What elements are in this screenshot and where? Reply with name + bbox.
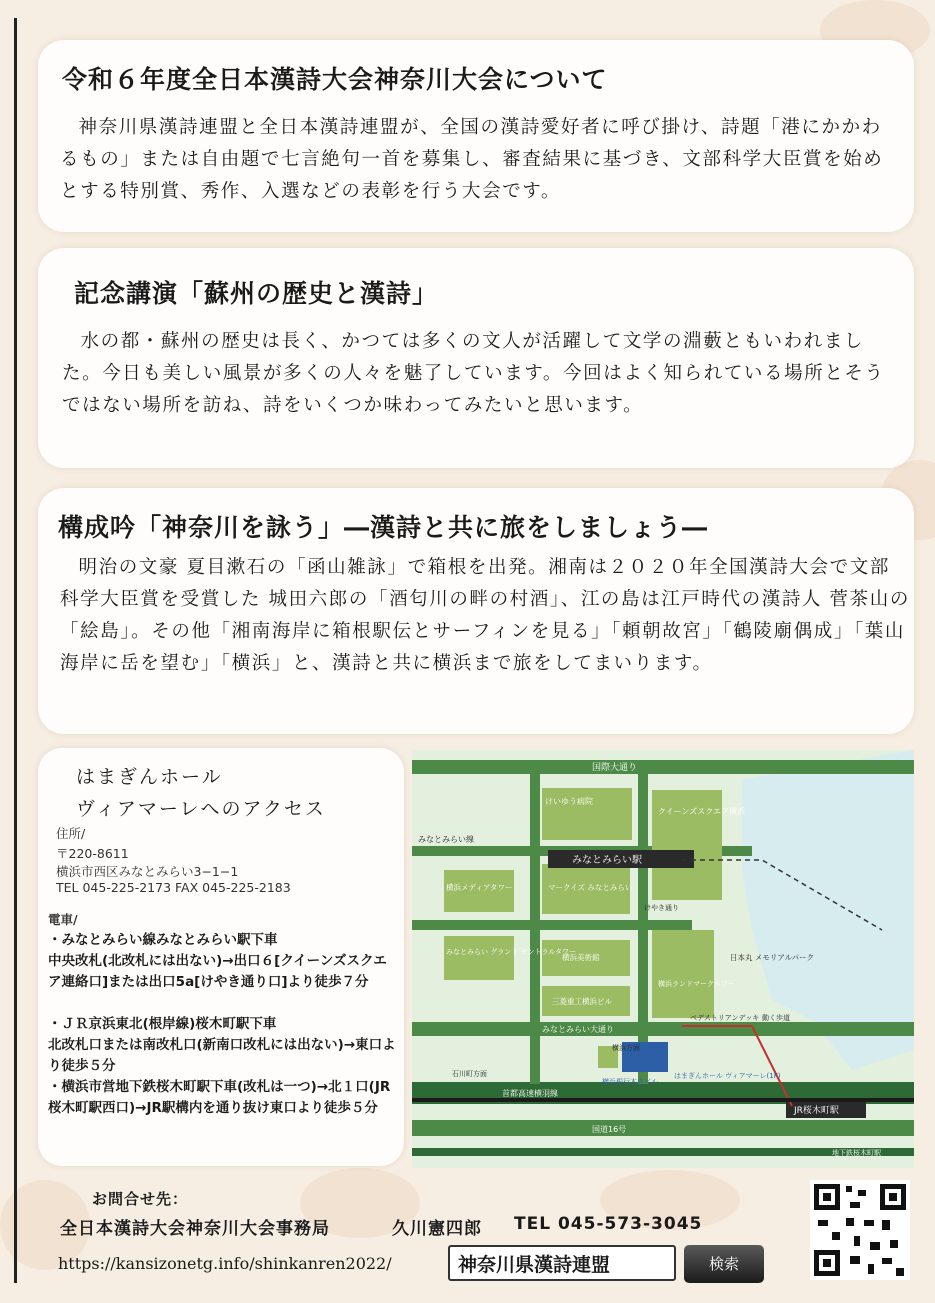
contact-label: お問合せ先： bbox=[92, 1190, 189, 1208]
map-label-nipponmaru: 日本丸 メモリアルパーク bbox=[730, 953, 815, 962]
train-line-2: 中央改札(北改札には出ない)→出口６[クイーンズスクエア連絡口]または出口5a[けやき通り口]より徒歩７分 bbox=[48, 953, 387, 990]
train-line-4: 北改札口または南改札口(新南口改札には出ない)→東口より徒歩５分 bbox=[48, 1037, 396, 1074]
section-lecture-card bbox=[38, 248, 914, 468]
map-label-mark-is: マークイズ みなとみらい bbox=[548, 883, 633, 892]
map-label-moving-walk: 動く歩道 bbox=[762, 1014, 790, 1022]
map-label-mm-avenue: みなとみらい大通り bbox=[542, 1025, 614, 1034]
section-about-title: 令和６年度全日本漢詩大会神奈川大会について bbox=[62, 65, 608, 94]
map-label-queens: クイーンズスクエア横浜 bbox=[658, 807, 746, 816]
map-label-keyaki: けやき通り bbox=[644, 904, 679, 912]
map-label-mm-station: みなとみらい駅 bbox=[572, 855, 642, 866]
road-route16 bbox=[412, 1120, 914, 1136]
section-recital-title: 構成吟「神奈川を詠う」―漢詩と共に旅をしましょう― bbox=[58, 513, 709, 542]
building-hospital bbox=[542, 788, 632, 840]
map-label-grand-central: みなとみらい グランド セントラルタワー bbox=[446, 948, 576, 956]
contact-org: 全日本漢詩大会神奈川大会事務局 bbox=[60, 1219, 330, 1239]
train-label: 電車/ bbox=[48, 912, 78, 927]
search-button[interactable]: 検索 bbox=[684, 1245, 764, 1283]
building-landmark bbox=[652, 930, 714, 1018]
train-line-3: ・ＪＲ京浜東北(根岸線)桜木町駅下車 bbox=[48, 1016, 277, 1032]
access-map-svg bbox=[412, 750, 914, 1168]
map-label-hospital: けいゆう病院 bbox=[545, 797, 593, 806]
website-url[interactable]: https://kansizonetg.info/shinkanren2022/ bbox=[58, 1254, 392, 1273]
map-label-kbank: 横浜銀行本店ビル bbox=[602, 1078, 658, 1086]
contact-person: 久川憲四郎 bbox=[392, 1219, 482, 1239]
search-input[interactable]: 神奈川県漢詩連盟 bbox=[448, 1245, 676, 1281]
tel-fax: TEL 045-225-2173 FAX 045-225-2183 bbox=[56, 880, 291, 895]
map-label-pedestrian: ペデストリアンデッキ bbox=[690, 1014, 760, 1022]
map-label-yokohama-dir: 横浜方面 bbox=[612, 1044, 640, 1052]
train-line-5: ・横浜市営地下鉄桜木町駅下車(改札は一つ)→北１口(JR桜木町駅西口)→JR駅構内を通り抜け東口より徒歩５分 bbox=[48, 1079, 391, 1116]
section-lecture-title: 記念講演「蘇州の歴史と漢詩」 bbox=[74, 279, 439, 308]
map-label-art-museum: 横浜美術館 bbox=[562, 953, 600, 962]
access-card bbox=[38, 748, 404, 1166]
map-label-shuto: 首都高速横羽線 bbox=[502, 1089, 558, 1098]
map-label-media-tower: 横浜メディアタワー bbox=[446, 883, 513, 892]
address-label: 住所/ bbox=[56, 826, 86, 841]
access-map bbox=[412, 750, 914, 1168]
map-label-ishikawa: 石川町方面 bbox=[452, 1070, 487, 1078]
qr-code[interactable] bbox=[810, 1180, 910, 1280]
section-recital-body: 明治の文豪 夏目漱石の「函山雑詠」で箱根を出発。湘南は２０２０年全国漢詩大会で文部科学大臣賞を受賞した 城田六郎の「酒匂川の畔の村酒」、江の島は江戸時代の漢詩人 菅茶山の「絵島」。その他「湘南海岸に箱根駅伝とサーフィンを見る」「頼朝故宮」「鶴陵廟偶成」「葉山海岸に岳を望む」「横浜」と、漢詩と共に横浜まで旅をしてまいります。 bbox=[60, 557, 910, 674]
section-recital-card bbox=[38, 488, 914, 734]
address: 横浜市西区みなとみらい3−1−1 bbox=[56, 864, 239, 879]
road-mm-avenue bbox=[412, 1022, 914, 1036]
map-label-route16: 国道16号 bbox=[592, 1125, 627, 1134]
postal-code: 〒220-8611 bbox=[56, 846, 129, 861]
map-label-kokusai: 国際大通り bbox=[592, 763, 638, 773]
road-horizontal-2 bbox=[412, 920, 692, 930]
building-grand-central bbox=[444, 936, 514, 980]
section-lecture-body: 水の都・蘇州の歴史は長く、かつては多くの文人が活躍して文学の淵藪ともいわれました。今日も美しい風景が多くの人々を魅了しています。今回はよく知られている場所とそうではない場所を訪ね、詩をいくつか味わってみたいと思います。 bbox=[62, 331, 885, 416]
contact-tel: TEL 045-573-3045 bbox=[514, 1214, 703, 1234]
map-label-subway: 地下鉄桜木町駅 bbox=[832, 1149, 881, 1157]
access-title-venue: はまぎんホール bbox=[76, 766, 223, 788]
road-kokusai bbox=[412, 760, 914, 774]
frame-border bbox=[14, 18, 17, 1283]
map-label-mhi: 三菱重工横浜ビル bbox=[552, 997, 612, 1006]
map-label-mm-line: みなとみらい線 bbox=[418, 835, 474, 844]
train-line-1: ・みなとみらい線みなとみらい駅下車 bbox=[48, 932, 278, 948]
map-label-landmark: 横浜ランドマークタワー bbox=[658, 980, 735, 988]
section-about-body: 神奈川県漢詩連盟と全日本漢詩連盟が、全国の漢詩愛好者に呼び掛け、詩題「港にかかわるもの」または自由題で七言絶句一首を募集し、審査結果に基づき、文部科学大臣賞を始めとする特別賞、秀作、入選などの表彰を行う大会です。 bbox=[60, 117, 884, 202]
map-label-sakuragicho: JR桜木町駅 bbox=[794, 1106, 839, 1116]
section-about-card bbox=[38, 40, 914, 232]
access-title-sub: ヴィアマーレへのアクセス bbox=[76, 798, 326, 820]
qr-code-icon bbox=[810, 1180, 910, 1280]
map-label-hall: はまぎんホール ヴィアマーレ(1F) bbox=[674, 1072, 781, 1080]
